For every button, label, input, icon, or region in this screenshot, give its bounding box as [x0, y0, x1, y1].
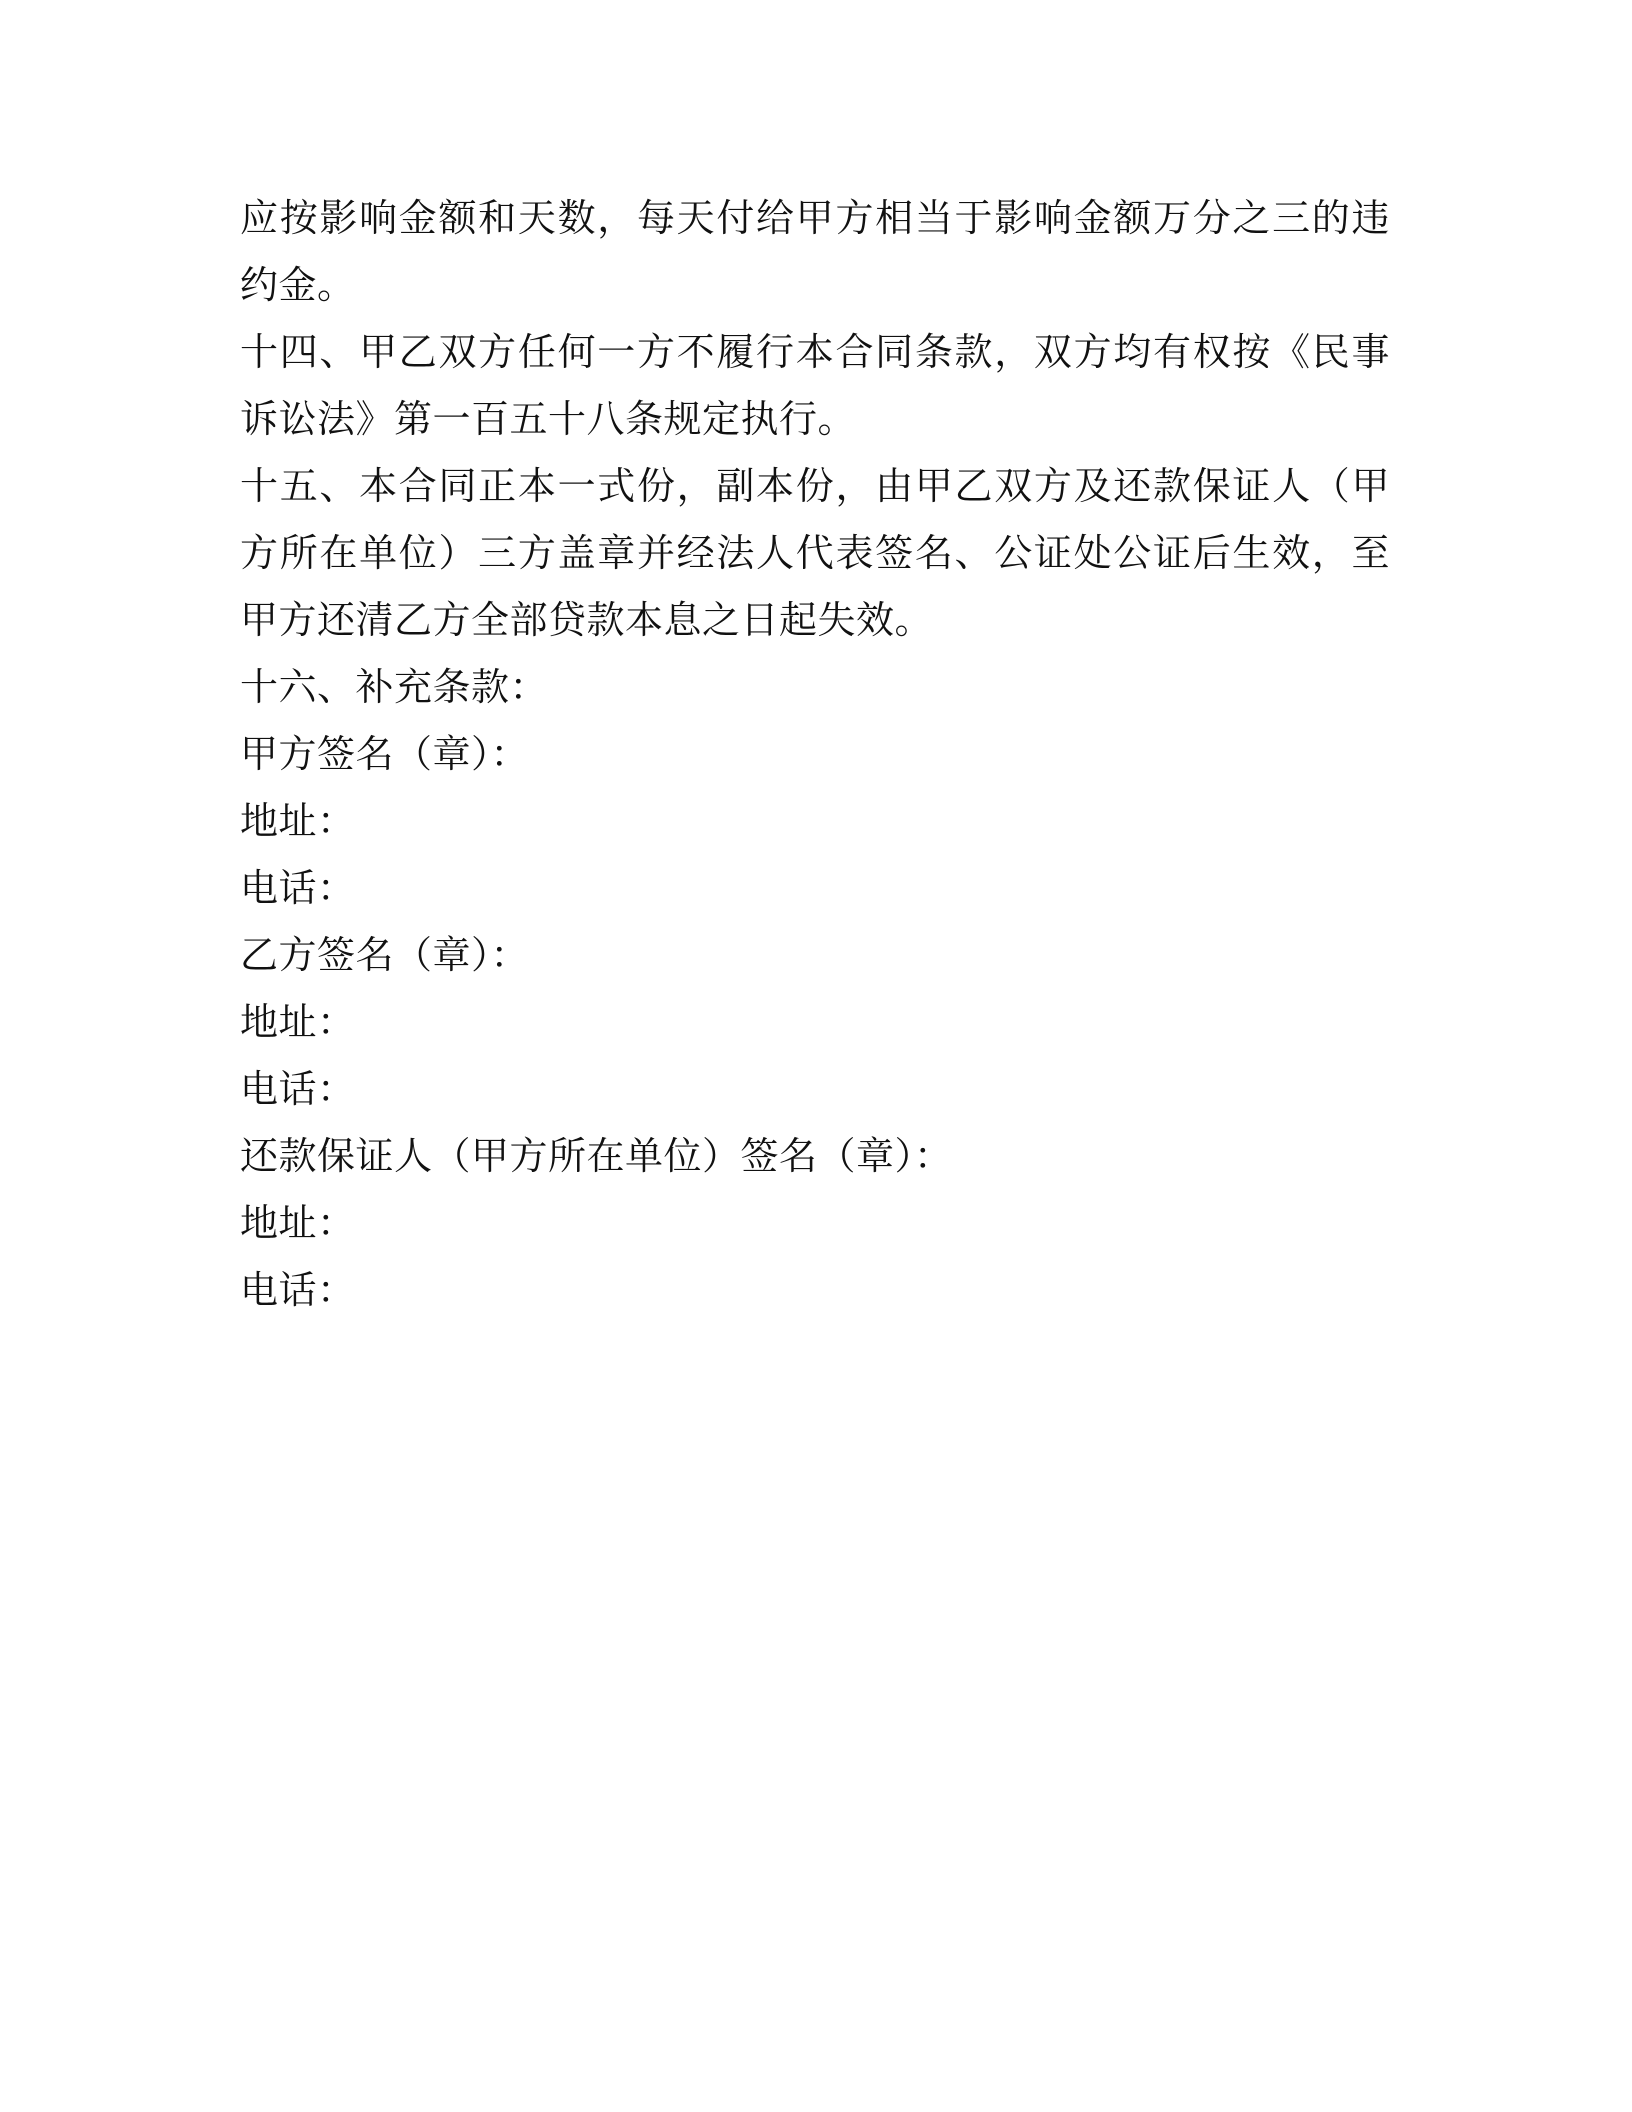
clause-16: 十六、补充条款： [240, 665, 549, 709]
guarantor-signature: 还款保证人（甲方所在单位）签名（章）： [240, 1134, 953, 1178]
guarantor-phone: 电话： [240, 1268, 356, 1312]
party-a-signature: 甲方签名（章）： [240, 732, 530, 776]
clause-penalty-continuation: 应按影响金额和天数，每天付给甲方相当于影响金额万分之三的违约金。 [240, 196, 1390, 307]
clause-15: 十五、本合同正本一式份，副本份，由甲乙双方及还款保证人（甲方所在单位）三方盖章并经法人代表签名、公证处公证后生效，至甲方还清乙方全部贷款本息之日起失效。 [240, 464, 1390, 642]
party-b-address: 地址： [240, 1000, 356, 1044]
clause-14: 十四、甲乙双方任何一方不履行本合同条款，双方均有权按《民事诉讼法》第一百五十八条规定执行。 [240, 330, 1390, 441]
party-a-address: 地址： [240, 799, 356, 843]
guarantor-address: 地址： [240, 1201, 356, 1245]
document-body [240, 185, 1390, 1324]
party-b-phone: 电话： [240, 1067, 356, 1111]
party-b-signature: 乙方签名（章）： [240, 933, 530, 977]
party-a-phone: 电话： [240, 866, 356, 910]
